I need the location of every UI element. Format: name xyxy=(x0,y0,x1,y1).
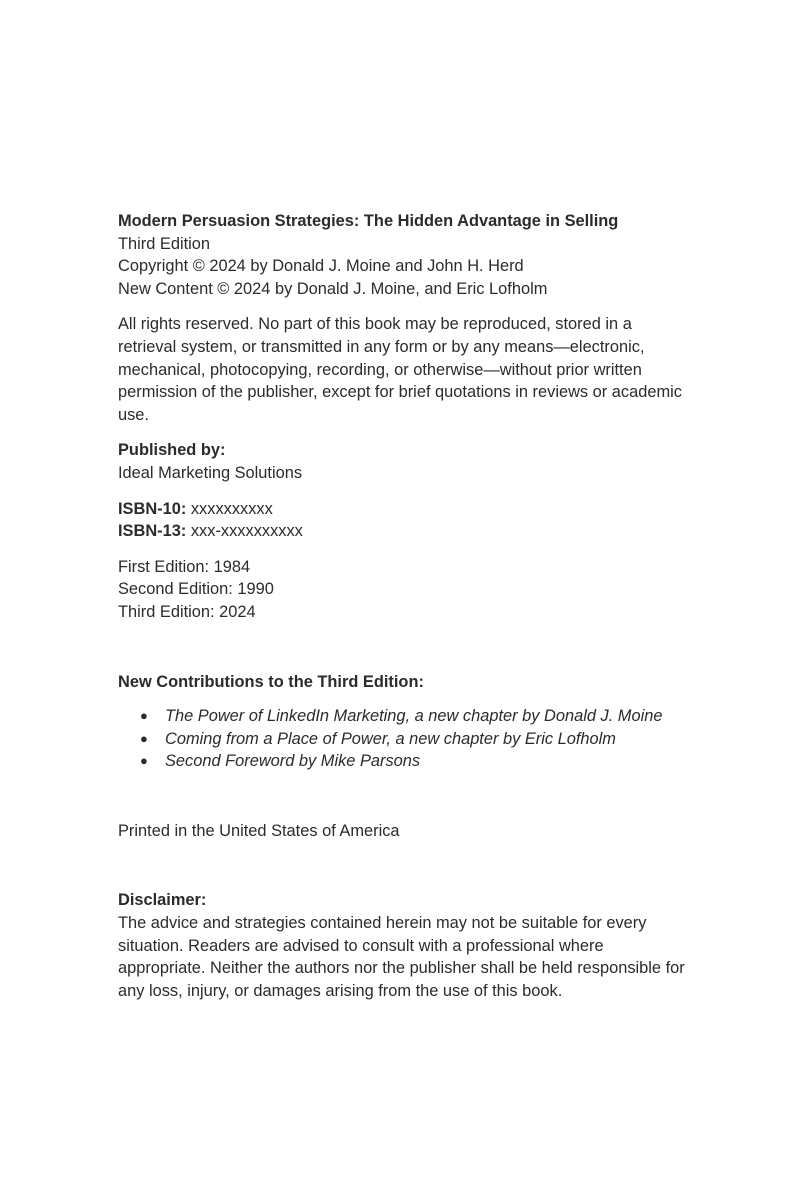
list-item xyxy=(118,705,718,728)
contributions-block xyxy=(118,671,718,773)
isbn-10-line xyxy=(118,498,718,521)
isbn-10-label: ISBN-10: xyxy=(118,499,187,518)
contributions-list xyxy=(118,705,718,773)
disclaimer-label: Disclaimer: xyxy=(118,891,207,910)
printed-line: Printed in the United States of America xyxy=(118,821,400,840)
copyright-line: Copyright © 2024 by Donald J. Moine and John H. Herd xyxy=(118,257,524,276)
publisher-name: Ideal Marketing Solutions xyxy=(118,463,303,482)
bullet-icon: ● xyxy=(140,730,148,746)
isbn-13-label: ISBN-13: xyxy=(118,522,187,541)
copyright-page xyxy=(118,210,718,1002)
contribution-text: Coming from a Place of Power, a new chapter by Eric Lofholm xyxy=(165,729,616,748)
edition-history-item: Third Edition: 2024 xyxy=(118,602,256,621)
list-item xyxy=(118,728,718,751)
edition-line: Third Edition xyxy=(118,234,211,253)
contribution-text: Second Foreword by Mike Parsons xyxy=(165,752,421,771)
isbn-13-line xyxy=(118,520,718,543)
contributions-heading: New Contributions to the Third Edition: xyxy=(118,672,424,691)
publisher-label: Published by: xyxy=(118,441,226,460)
bullet-icon: ● xyxy=(140,753,148,769)
list-item xyxy=(118,750,718,773)
new-content-line: New Content © 2024 by Donald J. Moine, and Eric Lofholm xyxy=(118,279,548,298)
editions-block xyxy=(118,556,718,624)
isbn-13-value: xxx-xxxxxxxxxx xyxy=(186,522,303,541)
rights-statement: All rights reserved. No part of this book may be reproduced, stored in a retrieval system, or transmitted in any form or by any means—electronic, mechanical, photocopying, recording, or otherwise—without prior written permission of the publisher, except for brief quotations in reviews or academic use. xyxy=(118,315,682,424)
disclaimer-text: The advice and strategies contained herein may not be suitable for every situation. Readers are advised to consult with a professional where appropriate. Neither the authors nor the publisher shall be held responsible for any loss, injury, or damages arising from the use of this book. xyxy=(118,914,685,1000)
disclaimer-block xyxy=(118,889,718,1002)
book-title: Modern Persuasion Strategies: The Hidden Advantage in Selling xyxy=(118,212,619,230)
edition-history-item: First Edition: 1984 xyxy=(118,557,251,576)
bullet-icon: ● xyxy=(140,708,148,724)
publisher-block xyxy=(118,439,718,484)
isbn-10-value: xxxxxxxxxx xyxy=(186,499,273,518)
edition-history-item: Second Edition: 1990 xyxy=(118,580,274,599)
title-block xyxy=(118,210,718,300)
isbn-block xyxy=(118,498,718,543)
contribution-text: The Power of LinkedIn Marketing, a new chapter by Donald J. Moine xyxy=(165,707,663,726)
printed-block xyxy=(118,820,718,843)
